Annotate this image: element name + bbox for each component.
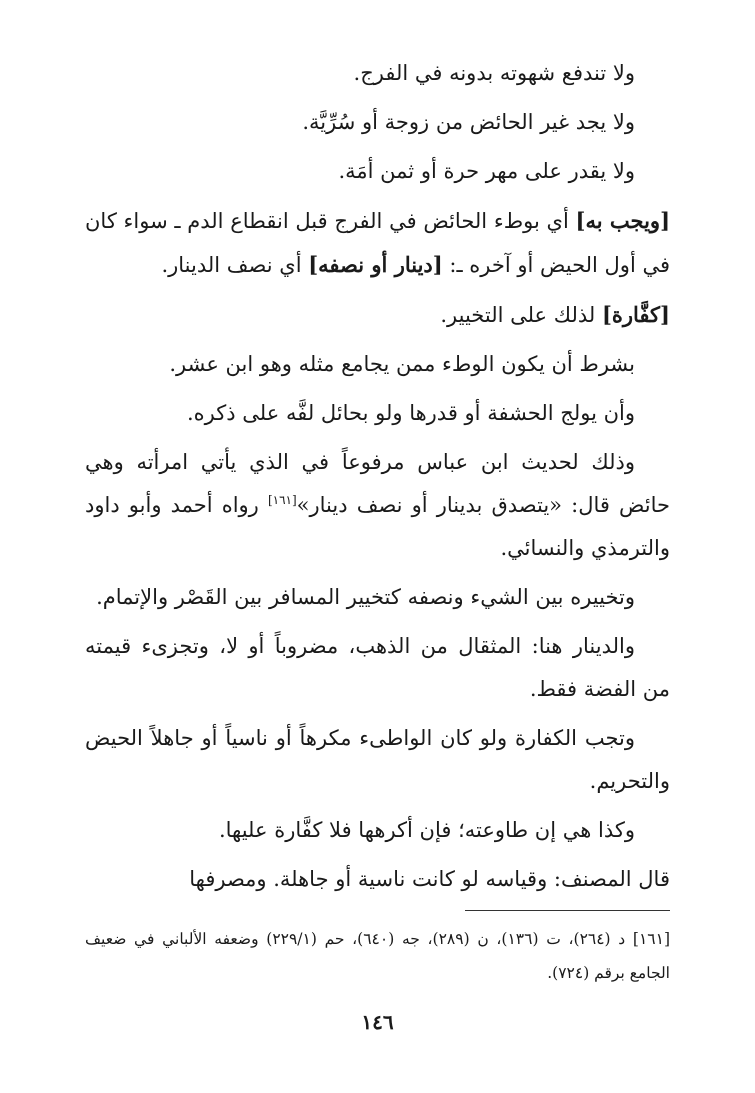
page-number: ١٤٦ [361, 1010, 394, 1034]
footnote-reference: [١٦١] [267, 493, 297, 507]
paragraph-compliance: وكذا هي إن طاوعته؛ فإن أكرهها فلا كفَّارة عليها. [218, 818, 635, 842]
footnote: [١٦١] د (٢٦٤)، ت (١٣٦)، ن (٢٨٩)، جه (٦٤٠)، حم (٢٢٩/١) وضعفه الألباني في ضعيف الجامع برقم (٧٢٤). [85, 930, 670, 982]
paragraph-condition: بشرط أن يكون الوطء ممن يجامع مثله وهو ابن عشر. [169, 352, 635, 376]
text-span: وذلك لحديث ابن عباس مرفوعاً في الذي يأتي امرأته وهي حائض قال: «يتصدق بدينار أو نصف دينار» [85, 450, 670, 517]
line-2: ولا يجد غير الحائض من زوجة أو سُرِّيَّة. [302, 110, 635, 134]
line-1: ولا تندفع شهوته بدونه في الفرج. [353, 61, 635, 85]
text-span: لذلك على التخيير. [440, 303, 602, 327]
paragraph-hadith [85, 441, 670, 570]
paragraph-dinar: والدينار هنا: المثقال من الذهب، مضروباً أو لا، وتجزىء قيمته من الفضة فقط. [85, 634, 670, 701]
paragraph-condition-2: وأن يولج الحشفة أو قدرها ولو بحائل لفَّه على ذكره. [187, 401, 635, 425]
text-span: أي بوطء الحائض في الفرج قبل انقطاع الدم ـ سواء كان في أول الحيض أو آخره ـ: [85, 209, 670, 277]
bold-term-kaffara: [كفَّارة] [601, 302, 670, 327]
paragraph-choice: وتخييره بين الشيء ونصفه كتخيير المسافر بين القَصْر والإتمام. [96, 585, 635, 609]
bold-term-dinar: [دينار أو نصفه] [308, 252, 443, 277]
paragraph-kaffara [85, 293, 670, 337]
text-span: أي نصف الدينار. [161, 253, 309, 277]
text-span: رواه أحمد وأبو داود والترمذي والنسائي. [85, 493, 670, 560]
main-text [85, 52, 670, 907]
bold-term-wajib: [ويجب به] [575, 208, 671, 233]
paragraph-author: قال المصنف: وقياسه لو كانت ناسية أو جاهلة. ومصرفها [189, 867, 670, 891]
paragraph-obligation [85, 199, 670, 287]
paragraph-expiation: وتجب الكفارة ولو كان الواطىء مكرهاً أو ناسياً أو جاهلاً الحيض والتحريم. [85, 726, 670, 793]
line-3: ولا يقدر على مهر حرة أو ثمن أمَة. [338, 159, 635, 183]
footnote-divider [465, 910, 670, 911]
